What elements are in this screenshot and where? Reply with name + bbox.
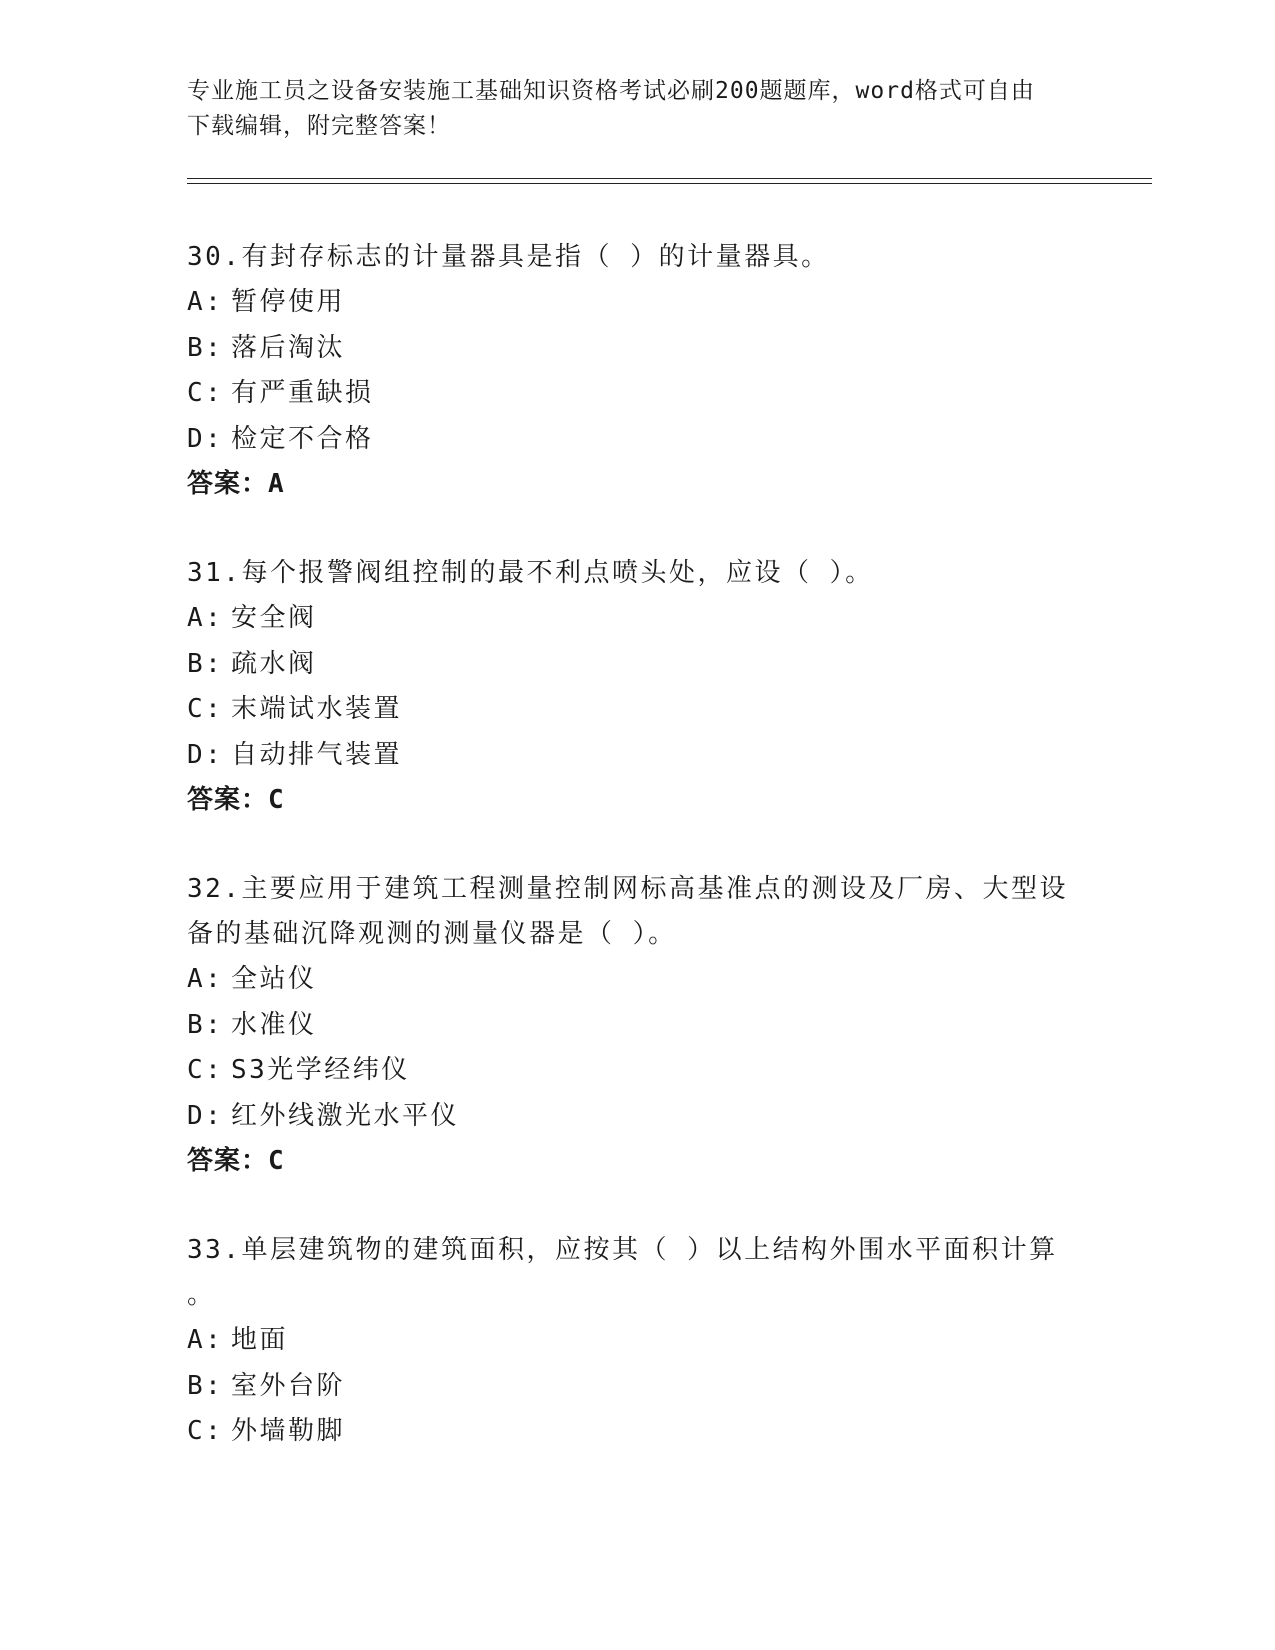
option-key: C: <box>187 694 224 724</box>
option-key: B: <box>187 1370 224 1401</box>
option-key: B: <box>187 648 224 679</box>
option-key: C: <box>187 1055 224 1085</box>
question-stem: 30.有封存标志的计量器具是指（ ）的计量器具。 <box>187 242 830 272</box>
option-d <box>187 733 1077 779</box>
question-stem-line: 32.主要应用于建筑工程测量控制网标高基准点的测设及厂房、大型设 <box>187 874 1068 904</box>
question-stem-line: 。 <box>187 1280 216 1310</box>
option-key: B: <box>187 1009 224 1040</box>
option-key: A: <box>187 1325 224 1355</box>
option-b <box>187 642 1077 688</box>
question-33 <box>187 1228 1077 1455</box>
option-text: 安全阀 <box>231 603 317 633</box>
answer: 答案：C <box>187 1146 285 1176</box>
question-stem <box>187 867 1077 957</box>
option-d <box>187 1094 1077 1140</box>
question-32 <box>187 867 1077 1184</box>
option-a <box>187 957 1077 1003</box>
answer: 答案：C <box>187 785 285 815</box>
option-c <box>187 1409 1077 1455</box>
option-key: B: <box>187 332 224 363</box>
option-text: 检定不合格 <box>231 423 374 454</box>
option-b <box>187 1003 1077 1049</box>
question-stem-line: 33.单层建筑物的建筑面积，应按其（ ）以上结构外围水平面积计算 <box>187 1235 1058 1265</box>
option-key: C: <box>187 1416 224 1446</box>
question-stem-line: 备的基础沉降观测的测量仪器是（ ）。 <box>187 919 677 949</box>
option-text: 自动排气装置 <box>231 739 403 770</box>
document-header <box>187 74 1067 144</box>
option-text: 地面 <box>231 1325 289 1355</box>
header-divider-bottom <box>187 183 1152 184</box>
header-line-2: 下载编辑，附完整答案！ <box>187 113 451 139</box>
header-divider-top <box>187 178 1152 179</box>
option-text: S3光学经纬仪 <box>231 1055 410 1085</box>
option-text: 末端试水装置 <box>231 694 403 724</box>
option-text: 全站仪 <box>231 964 317 994</box>
question-stem <box>187 1228 1077 1318</box>
header-line-1: 专业施工员之设备安装施工基础知识资格考试必刷200题题库，word格式可自由 <box>187 78 1035 104</box>
answer: 答案：A <box>187 469 285 499</box>
option-key: D: <box>187 423 224 454</box>
option-key: A: <box>187 964 224 994</box>
option-key: A: <box>187 287 224 317</box>
option-text: 有严重缺损 <box>231 378 374 408</box>
option-b <box>187 1364 1077 1410</box>
question-30 <box>187 235 1077 507</box>
option-text: 室外台阶 <box>231 1370 346 1401</box>
option-a <box>187 280 1077 326</box>
option-a <box>187 596 1077 642</box>
option-text: 外墙勒脚 <box>231 1416 346 1446</box>
question-list <box>187 235 1077 1499</box>
question-31 <box>187 551 1077 823</box>
option-text: 暂停使用 <box>231 287 346 317</box>
option-d <box>187 417 1077 463</box>
option-c <box>187 371 1077 417</box>
option-text: 疏水阀 <box>231 648 317 679</box>
option-text: 水准仪 <box>231 1009 317 1040</box>
option-text: 落后淘汰 <box>231 332 346 363</box>
option-key: A: <box>187 603 224 633</box>
option-c <box>187 687 1077 733</box>
option-key: C: <box>187 378 224 408</box>
question-stem: 31.每个报警阀组控制的最不利点喷头处，应设（ ）。 <box>187 558 874 588</box>
option-c <box>187 1048 1077 1094</box>
option-text: 红外线激光水平仪 <box>231 1100 460 1131</box>
option-a <box>187 1318 1077 1364</box>
option-b <box>187 326 1077 372</box>
option-key: D: <box>187 1100 224 1131</box>
option-key: D: <box>187 739 224 770</box>
